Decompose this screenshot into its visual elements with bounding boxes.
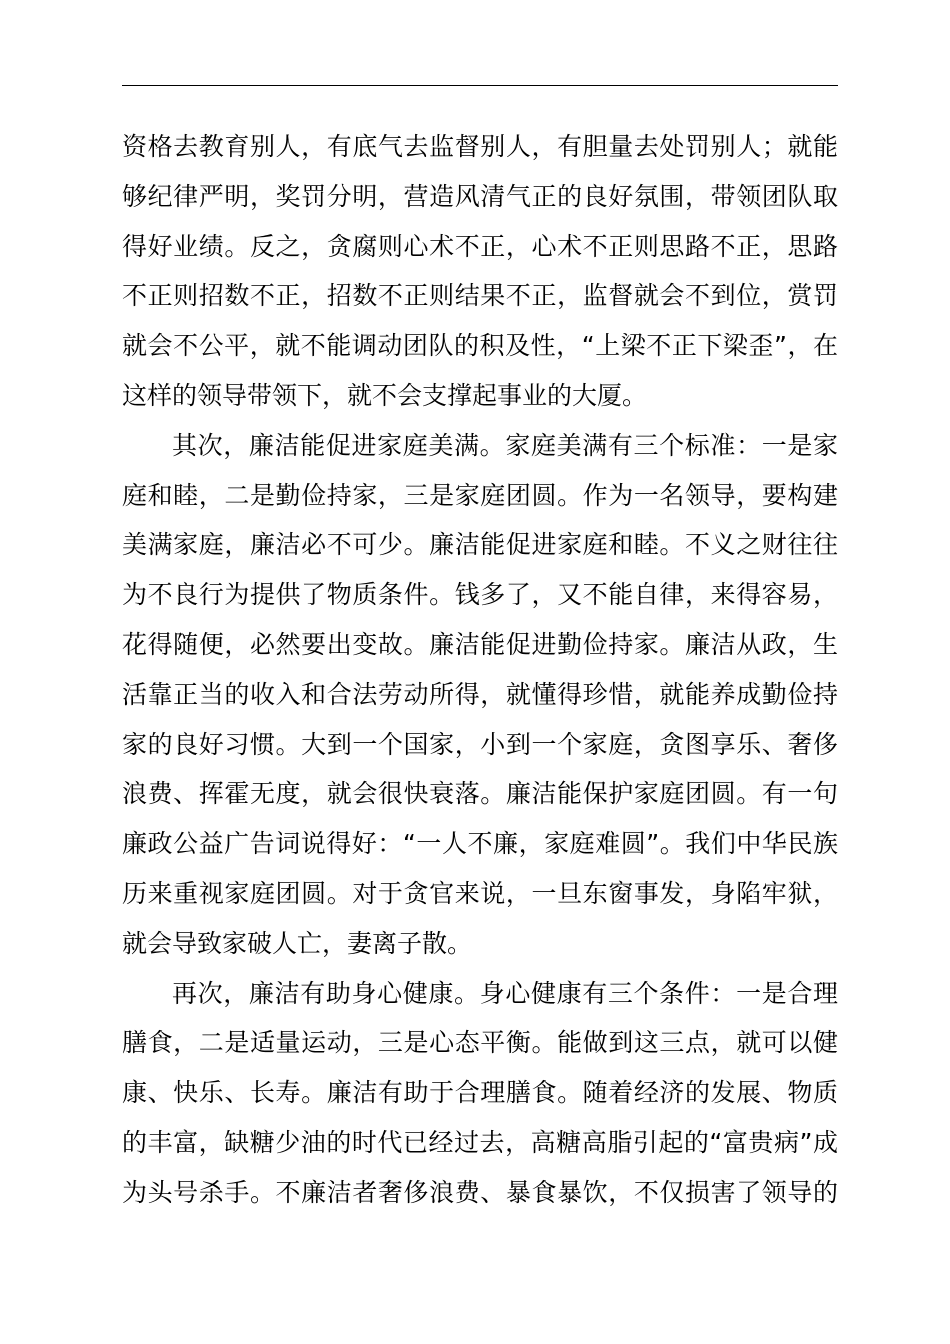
- document-body: [122, 122, 838, 1218]
- text-line: 花得随便，必然要出变故。廉洁能促进勤俭持家。廉洁从政，生: [122, 629, 838, 659]
- header-rule: [122, 85, 838, 86]
- paragraph-1: [122, 122, 838, 421]
- text-line: 不正则招数不正，招数不正则结果不正，监督就会不到位，赏罚: [122, 281, 838, 311]
- text-line: 历来重视家庭团圆。对于贪官来说，一旦东窗事发，身陷牢狱，: [122, 878, 838, 908]
- text-line: 就会导致家破人亡，妻离子散。: [122, 928, 473, 958]
- text-line: 其次，廉洁能促进家庭美满。家庭美满有三个标准：一是家: [172, 430, 838, 460]
- paragraph-3: [122, 969, 838, 1218]
- text-line: 够纪律严明，奖罚分明，营造风清气正的良好氛围，带领团队取: [122, 181, 838, 211]
- text-line: 家的良好习惯。大到一个国家，小到一个家庭，贪图享乐、奢侈: [122, 729, 838, 759]
- text-line: 就会不公平，就不能调动团队的积及性，“上梁不正下梁歪”，在: [122, 331, 838, 361]
- text-line: 再次，廉洁有助身心健康。身心健康有三个条件：一是合理: [172, 978, 838, 1008]
- text-line: 为头号杀手。不廉洁者奢侈浪费、暴食暴饮，不仅损害了领导的: [122, 1177, 838, 1207]
- text-line: 为不良行为提供了物质条件。钱多了，又不能自律，来得容易，: [122, 580, 838, 610]
- text-line: 浪费、挥霍无度，就会很快衰落。廉洁能保护家庭团圆。有一句: [122, 779, 838, 809]
- text-line: 廉政公益广告词说得好：“一人不廉，家庭难圆”。我们中华民族: [122, 829, 838, 859]
- text-line: 资格去教育别人，有底气去监督别人，有胆量去处罚别人；就能: [122, 132, 838, 161]
- text-line: 康、快乐、长寿。廉洁有助于合理膳食。随着经济的发展、物质: [122, 1078, 838, 1108]
- text-line: 膳食，二是适量运动，三是心态平衡。能做到这三点，就可以健: [122, 1028, 838, 1058]
- text-line: 这样的领导带领下，就不会支撑起事业的大厦。: [122, 380, 648, 410]
- text-line: 活靠正当的收入和合法劳动所得，就懂得珍惜，就能养成勤俭持: [122, 679, 838, 709]
- text-line: 庭和睦，二是勤俭持家，三是家庭团圆。作为一名领导，要构建: [122, 480, 838, 510]
- text-line: 美满家庭，廉洁必不可少。廉洁能促进家庭和睦。不义之财往往: [122, 530, 838, 560]
- text-line: 得好业绩。反之，贪腐则心术不正，心术不正则思路不正，思路: [122, 231, 838, 261]
- text-line: 的丰富，缺糖少油的时代已经过去，高糖高脂引起的“富贵病”成: [122, 1127, 838, 1157]
- paragraph-2: [122, 421, 838, 969]
